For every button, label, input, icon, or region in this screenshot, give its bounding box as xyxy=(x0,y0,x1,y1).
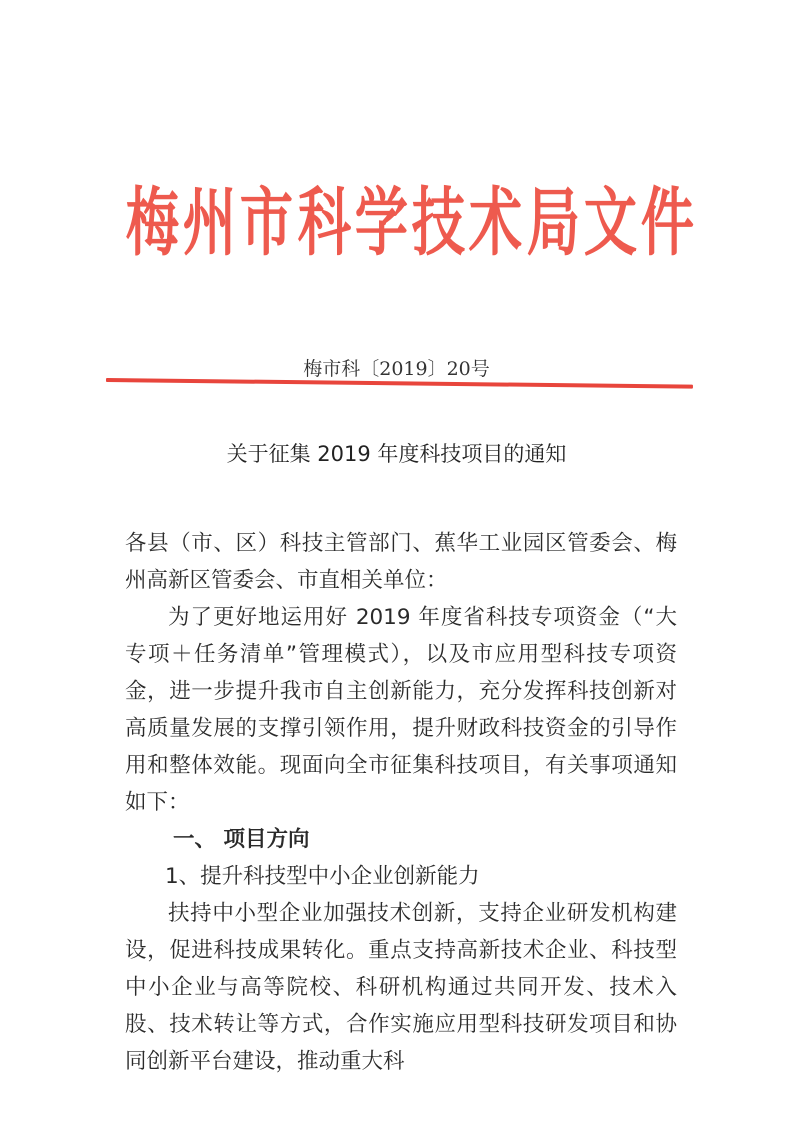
item-heading: 1、提升科技型中小企业创新能力 xyxy=(165,864,480,889)
masthead-char: 市 xyxy=(240,180,294,266)
item-body-paragraph: 扶持中小型企业加强技术创新，支持企业研发机构建设，促进科技成果转化。重点支持高新技术企业、科技型中小企业与高等院校、科研机构通过共同开发、技术入股、技术转让等方式，合作实施应用型科技研发项目和协同创新平台建设，推动重大科 xyxy=(125,901,677,1074)
masthead-char: 科 xyxy=(297,180,351,266)
intro-paragraph: 为了更好地运用好 2019 年度省科技专项资金（“大专项＋任务清单”管理模式），以及市应用型科技专项资金，进一步提升我市自主创新能力，充分发挥科技创新对高质量发展的支撑引领作用，提升财政科技资金的引导作用和整体效能。现面向全市征集科技项目，有关事项通知如下： xyxy=(125,605,677,815)
masthead-char: 梅 xyxy=(125,180,179,266)
document-subject: 关于征集 2019 年度科技项目的通知 xyxy=(226,442,567,466)
document-number: 梅市科〔2019〕20号 xyxy=(303,358,490,380)
masthead-char: 技 xyxy=(411,180,466,266)
masthead-char: 文 xyxy=(583,180,637,266)
masthead-char: 学 xyxy=(354,180,408,266)
masthead-char: 州 xyxy=(182,180,237,266)
document-body xyxy=(125,525,677,1080)
masthead-char: 件 xyxy=(640,180,694,266)
masthead-char: 局 xyxy=(526,180,580,266)
salutation: 各县（市、区）科技主管部门、蕉华工业园区管委会、梅州高新区管委会、市直相关单位： xyxy=(125,531,677,593)
masthead-char: 术 xyxy=(469,180,523,266)
masthead-title xyxy=(118,168,694,278)
section-heading: 一、 项目方向 xyxy=(173,827,310,852)
